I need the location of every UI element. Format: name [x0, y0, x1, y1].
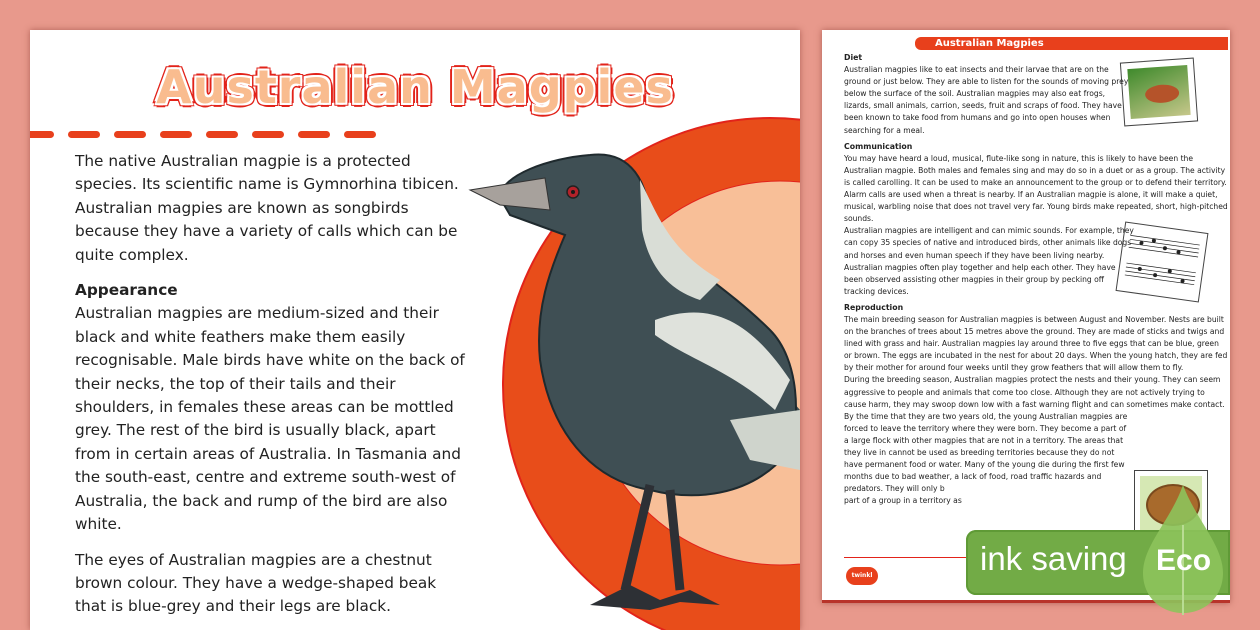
- communication-heading: Communication: [844, 141, 913, 151]
- reproduction-paragraph-1: The main breeding season for Australian magpies is between August and November. Nests are built on the branches of trees about 15 metres above the ground. They are made of sticks and twigs and lined with grass and hair. Australian magpies lay around three to five eggs that can be blue, green or brown. The eggs are incubated in the nest for about 20 days. When the young hatch, they are fed by their mother for around four weeks until they grow feathers that will allow them to fly.: [844, 314, 1228, 373]
- communication-paragraph-2: Australian magpies are intelligent and can mimic sounds. For example, they can copy 35 species of native and introduced birds, other animals like dogs and horses and even human speech if they have been living nearby. Australian magpies often play together and help each other. They have been observed assisting other magpies in their group by pecking off tracking devices.: [844, 226, 1134, 296]
- eco-ink-saving-badge: [966, 530, 1230, 595]
- reproduction-paragraph-3: By the time that they are two years old, the young Australian magpies are forced to leave the territory where they were born. They become a part of a large flock with other magpies that are not in a territory. The areas that they live in cannot be used as breeding territories because they do not have permanent food or water. Many of the young die during the first few months due to bad weather, a lack of food, road traffic hazards and predators. They will only b: [844, 411, 1128, 494]
- right-page-text: [844, 52, 1229, 507]
- right-page-header: Australian Magpies: [915, 37, 1228, 50]
- body-text: [75, 150, 465, 630]
- appearance-paragraph: Australian magpies are medium-sized and their black and white feathers make them easily recognisable. Male birds have white on the back of their necks, the top of their tails and their shoulders, in females these areas can be mottled grey. The rest of the bird is usually black, apart from in certain areas of Australia. In Tasmania and the south-east, centre and extreme south-west of Australia, the back and rump of the bird are also white.: [75, 304, 465, 534]
- reproduction-heading: Reproduction: [844, 302, 904, 312]
- intro-paragraph: The native Australian magpie is a protected species. Its scientific name is Gymnorhina tibicen. Australian magpies are known as songbirds because they have a variety of calls which can be quite complex.: [75, 152, 459, 264]
- appearance-heading: Appearance: [75, 281, 178, 300]
- page-title: Australian Magpies: [156, 60, 674, 114]
- eyes-paragraph: The eyes of Australian magpies are a chestnut brown colour. They have a wedge-shaped beak that is blue-grey and their legs are black.: [75, 550, 437, 616]
- diet-heading: Diet: [844, 53, 863, 62]
- diet-paragraph: Australian magpies like to eat insects and their larvae that are on the ground or just below. They are able to listen for the sounds of moving prey below the surface of the soil. Australian magpies may also eat frogs, lizards, small animals, carrion, seeds, fruit and scraps of food. They have been known to take food from humans and go into open houses when searching for a meal.: [844, 65, 1129, 135]
- reproduction-paragraph-2: During the breeding season, Australian magpies protect the nests and their young. They can seem aggressive to people and animals that come too close. Although they are not actively trying to cause harm, they may swoop down low with a fast warning flight and can sometimes make contact.: [844, 375, 1225, 409]
- reproduction-paragraph-4: part of a group in a territory as: [844, 496, 962, 506]
- eco-label: Eco: [1156, 544, 1212, 577]
- communication-paragraph-1: You may have heard a loud, musical, flute-like song in nature, this is likely to have been the Australian magpie. Both males and females sing and may do so in a duet or as a group. The activity is called carolling. It can be used to make an announcement to the group or to defend their territory. Alarm calls are used when a threat is nearby. If an Australian magpie is alone, it will make a quiet, musical, warbling noise that does not travel very far. Young birds make repeated, short, high-pitched sounds.: [844, 153, 1228, 224]
- dashed-divider: [30, 131, 376, 138]
- twinkl-logo: twinkl: [846, 567, 878, 585]
- ink-saving-label: ink saving: [980, 540, 1127, 577]
- document-page-left: [30, 30, 800, 630]
